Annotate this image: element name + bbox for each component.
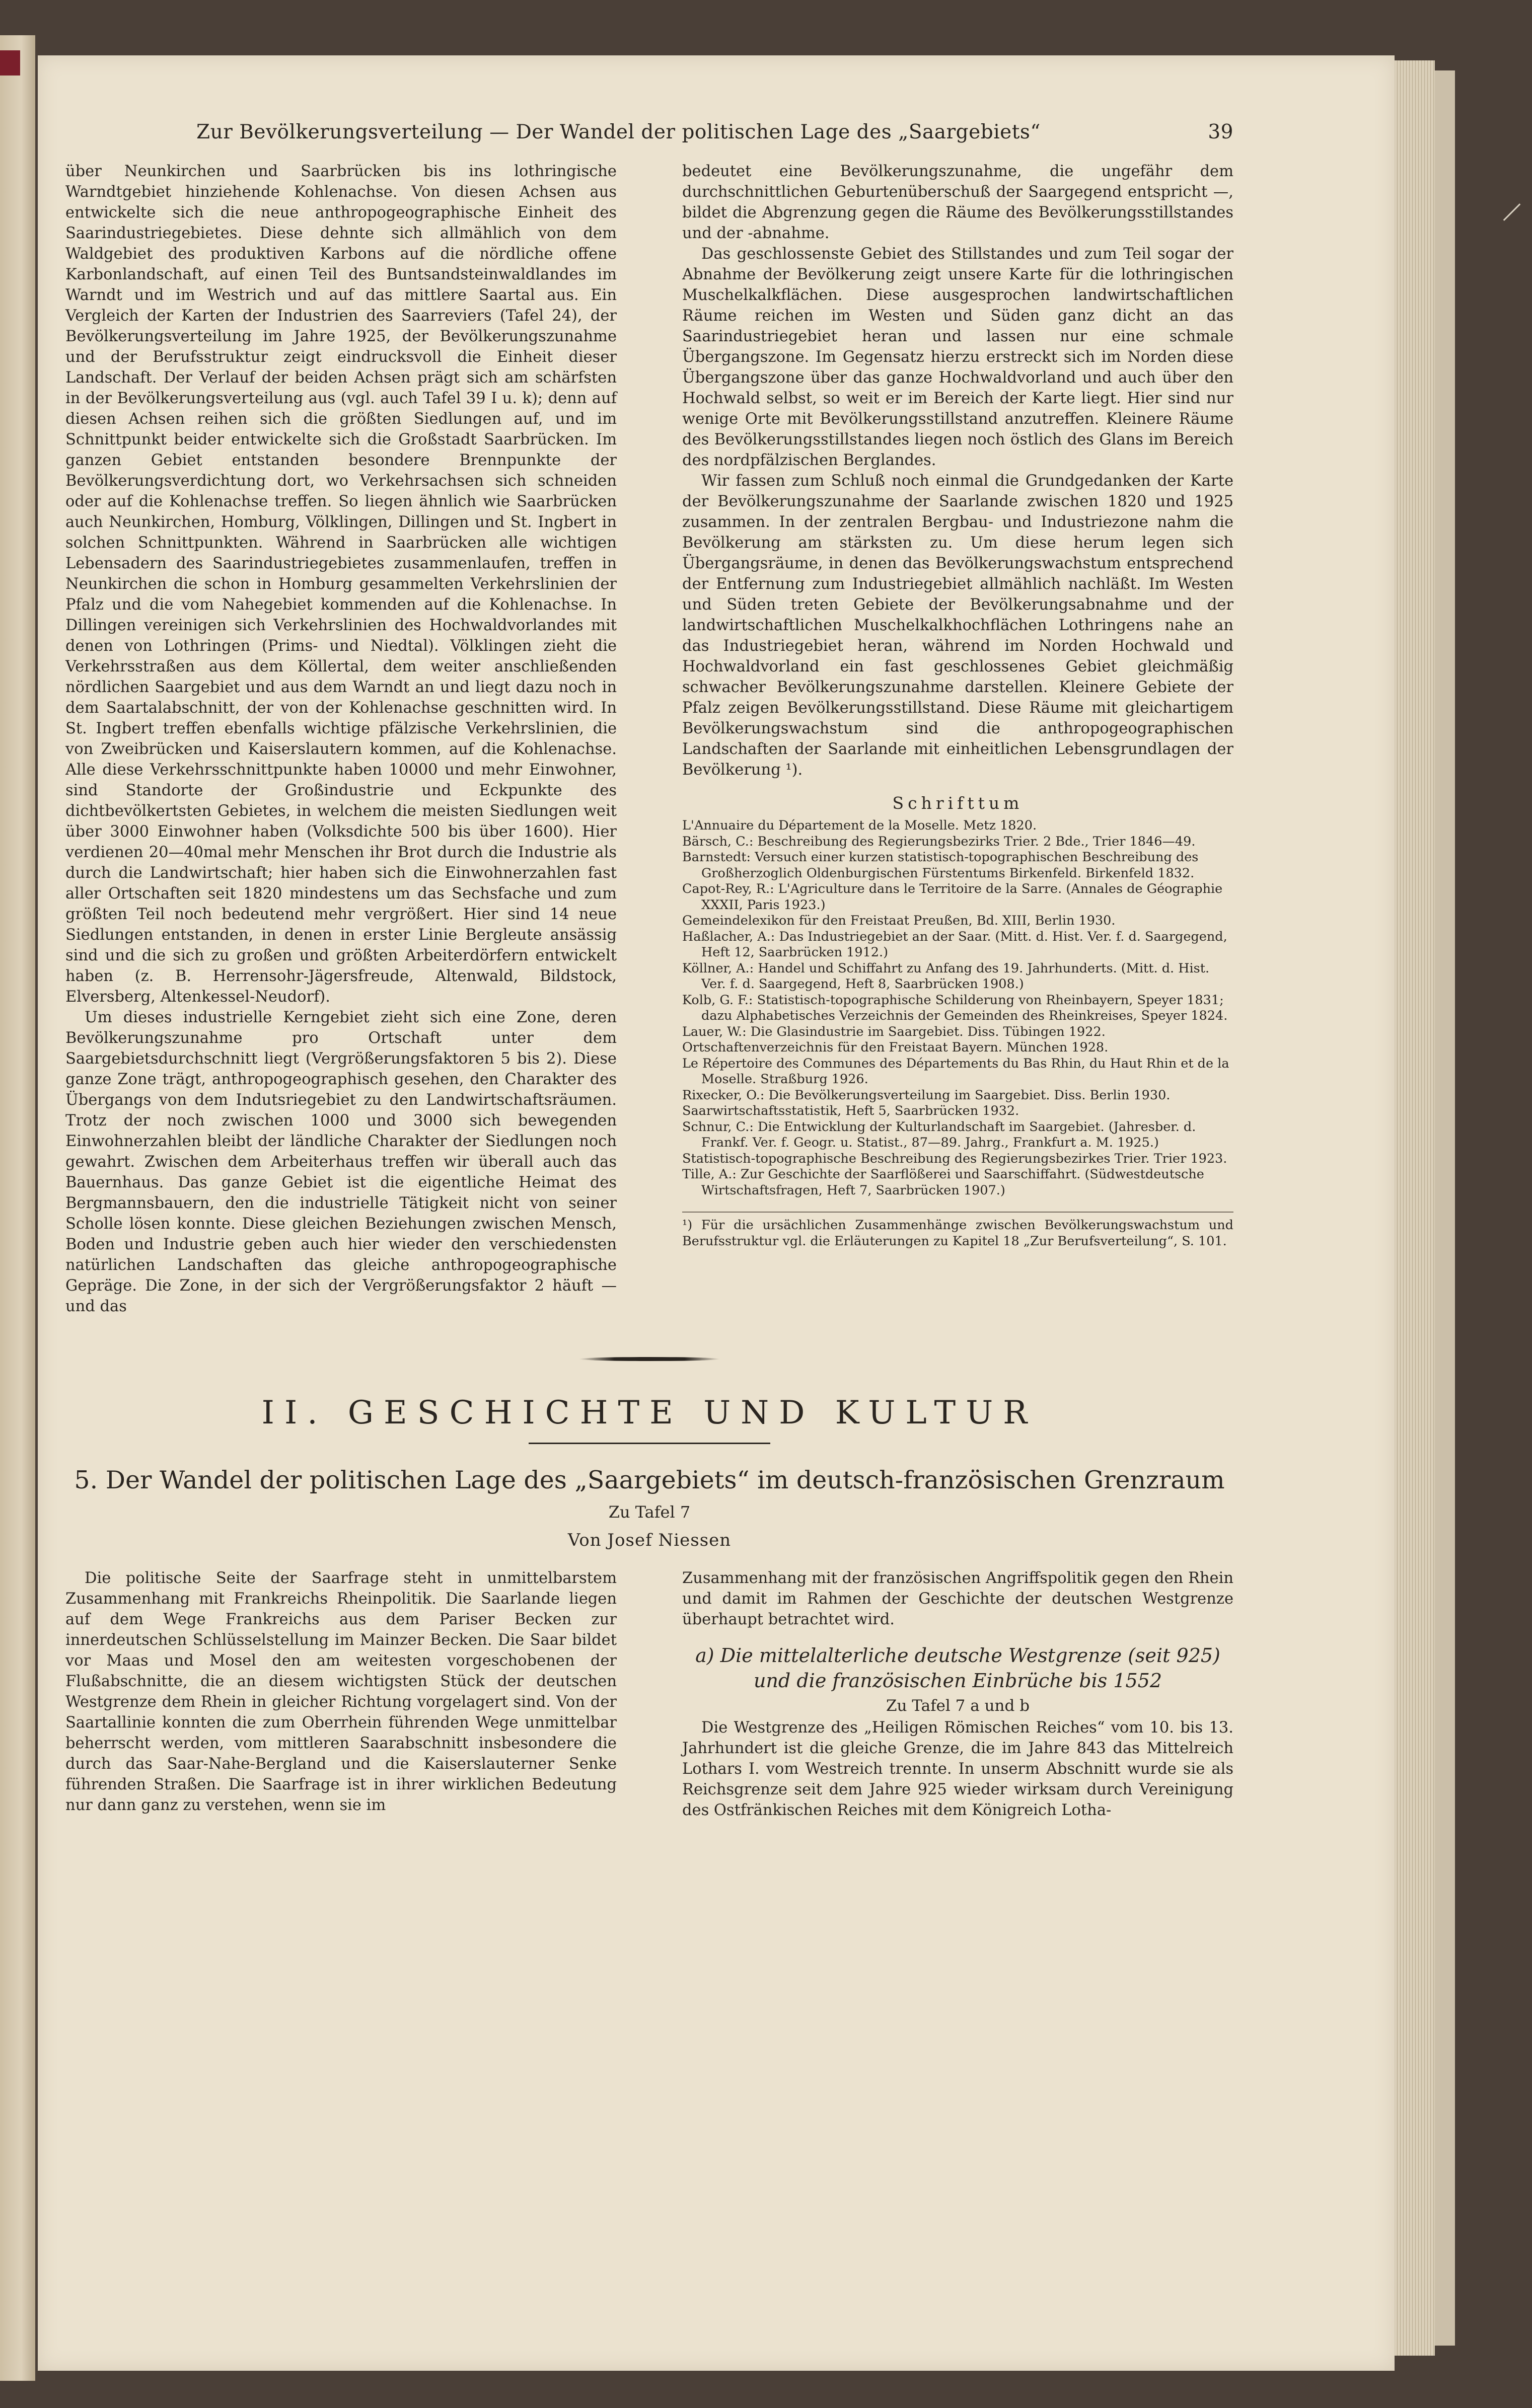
- literature-entry: Tille, A.: Zur Geschichte der Saarflößerei und Saarschiffahrt. (Südwestdeutsche Wirtschaftsfragen, Heft 7, Saarbrücken 1907.): [682, 1167, 1204, 1198]
- book-cover-edge: [1435, 70, 1455, 2346]
- literature-entry: Bärsch, C.: Beschreibung des Regierungsbezirks Trier. 2 Bde., Trier 1846—49.: [682, 834, 1196, 849]
- upper-columns: [65, 161, 1233, 1317]
- literature-entry: Statistisch-topographische Beschreibung des Regierungsbezirkes Trier. Trier 1923.: [682, 1151, 1227, 1166]
- chapter-intro-continuation: Zusammenhang mit der französischen Angriffspolitik gegen den Rhein und damit im Rahmen der Geschichte der deutschen Westgrenze überhaupt betrachtet wird.: [682, 1569, 1233, 1628]
- right-paragraph-3: Wir fassen zum Schluß noch einmal die Grundgedanken der Karte der Bevölkerungszunahme der Saarlande zwischen 1820 und 1925 zusammen. In der zentralen Bergbau- und Industriezone nahm die Bevölkerung am stärksten zu. Um diese herum legen sich Übergangsräume, in denen das Bevölkerungswachstum entsprechend der Entfernung zum Industriegebiet allmählich nachläßt. Im Westen und Süden treten Gebiete der Bevölkerungsabnahme und der landwirtschaftlichen Muschelkalkhochflächen Lothringens nahe an das Industriegebiet heran, während im Norden Hochwald und Hochwaldvorland ein fast geschlossenes Gebiet gleichmäßig schwacher Bevölkerungszunahme darstellen. Kleinere Gebiete der Pfalz zeigen Bevölkerungsstillstand. Diese Räume mit gleichartigem Bevölkerungswachstum sind die anthropogeographischen Landschaften der Saarlande mit einheitlichen Lebensgrundlagen der Bevölkerung ¹).: [682, 472, 1233, 779]
- part-title: II. GESCHICHTE UND KULTUR: [261, 1394, 1038, 1432]
- right-column: [682, 161, 1233, 1317]
- literature-entry: Kolb, G. F.: Statistisch-topographische Schilderung von Rheinbayern, Speyer 1831; dazu Alphabetisches Verzeichnis der Gemeinden des Rheinkreises, Speyer 1824.: [682, 992, 1228, 1023]
- section-subtitle: Zu Tafel 7 a und b: [886, 1697, 1030, 1715]
- ornamental-divider: [579, 1357, 720, 1361]
- literature-entry: Le Répertoire des Communes des Départements du Bas Rhin, du Haut Rhin et de la Moselle. Straßburg 1926.: [682, 1056, 1229, 1087]
- literature-list: [682, 818, 1233, 1198]
- literature-entry: Schnur, C.: Die Entwicklung der Kulturlandschaft im Saargebiet. (Jahresber. d. Frankf. Ver. f. Geogr. u. Statist., 87—89. Jahrg., Frankfurt a. M. 1925.): [682, 1119, 1196, 1150]
- chapter-intro-paragraph: Die politische Seite der Saarfrage steht in unmittelbarstem Zusammenhang mit Frankreichs Rheinpolitik. Die Saarlande liegen auf dem Wege Frankreichs aus dem Pariser Becken zur innerdeutschen Schlüsselstellung im Mainzer Becken. Die Saar bildet vor Maas und Mosel den am weitesten vorgeschobenen der Flußabschnitte, die an diesem wichtigsten Stück der deutschen Westgrenze dem Rhein in gleicher Richtung vorgelagert sind. Von der Saartallinie konnten die zum Oberrhein führenden Wege unmittelbar beherrscht werden, vom mittleren Saarabschnitt insbesondere die durch das Saar-Nahe-Bergland und die Kaiserslauterner Senke führenden Straßen. Die Saarfrage ist in ihrer wirklichen Bedeutung nur dann ganz zu verstehen, wenn sie im: [65, 1569, 617, 1814]
- chapter-title: 5. Der Wandel der politischen Lage des „Saargebiets“ im deutsch-französischen Grenzraum: [74, 1466, 1225, 1494]
- footnote: ¹) Für die ursächlichen Zusammenhänge zwischen Bevölkerungswachstum und Berufsstruktur vgl. die Erläuterungen zu Kapitel 18 „Zur Berufsverteilung“, S. 101.: [682, 1212, 1233, 1249]
- literature-entry: L'Annuaire du Département de la Moselle. Metz 1820.: [682, 818, 1037, 833]
- right-paragraph-1: bedeutet eine Bevölkerungszunahme, die ungefähr dem durchschnittlichen Geburtenüberschuß der Saargegend entspricht —, bildet die Abgrenzung gegen die Räume des Bevölkerungsstillstandes und der -abnahme.: [682, 163, 1233, 242]
- literature-entry: Capot-Rey, R.: L'Agriculture dans le Territoire de la Sarre. (Annales de Géographie XXXII, Paris 1923.): [682, 881, 1223, 913]
- pencil-mark: [1503, 203, 1521, 221]
- chapter-author: Von Josef Niessen: [567, 1530, 732, 1550]
- section-paragraph: Die Westgrenze des „Heiligen Römischen Reiches“ vom 10. bis 13. Jahrhundert ist die gleiche Grenze, die im Jahre 843 das Mittelreich Lothars I. vom Westreich trennte. In unserm Abschnitt wurde sie als Reichsgrenze seit dem Jahre 925 wieder wirksam durch Vereinigung des Ostfränkischen Reiches mit dem Königreich Lotha-: [682, 1719, 1233, 1819]
- page-content: [65, 121, 1233, 1821]
- chapter-left-column: [65, 1568, 617, 1821]
- lower-columns: [65, 1568, 1233, 1821]
- literature-title: Schrifttum: [892, 793, 1024, 813]
- literature-entry: Barnstedt: Versuch einer kurzen statistisch-topographischen Beschreibung des Großherzoglich Oldenburgischen Fürstentums Birkenfeld. Birkenfeld 1832.: [682, 850, 1199, 881]
- literature-entry: Köllner, A.: Handel und Schiffahrt zu Anfang des 19. Jahrhunderts. (Mitt. d. Hist. Ver. f. d. Saargegend, Heft 8, Saarbrücken 1908.): [682, 960, 1210, 992]
- section-heading: a) Die mittelalterliche deutsche Westgrenze (seit 925) und die französischen Einbrüche bis 1552: [695, 1644, 1220, 1692]
- left-paragraph-1: über Neunkirchen und Saarbrücken bis ins lothringische Warndtgebiet hinziehende Kohlenachse. Von diesen Achsen aus entwickelte sich die neue anthropogeographische Einheit des Saarindustriegebietes. Diese dehnte sich allmählich von dem Waldgebiet des produktiven Karbons auf die nördliche offene Karbonlandschaft, auf einen Teil des Buntsandsteinwaldlandes im Warndt und im Westrich und auf das mittlere Saartal aus. Ein Vergleich der Karten der Industrien des Saarreviers (Tafel 24), der Bevölkerungsverteilung im Jahre 1925, der Bevölkerungszunahme und der Berufsstruktur zeigt eindrucksvoll die Einheit dieser Landschaft. Der Verlauf der beiden Achsen prägt sich am schärfsten in der Bevölkerungsverteilung aus (vgl. auch Tafel 39 I u. k); denn auf diesen Achsen reihen sich die größten Siedlungen auf, und im Schnittpunkt beider entwickelte sich die Großstadt Saarbrücken. Im ganzen Gebiet entstanden besondere Brennpunkte der Bevölkerungsverdichtung dort, wo Verkehrsachsen sich schneiden oder auf die Kohlenachse treffen. So liegen ähnlich wie Saarbrücken auch Neunkirchen, Homburg, Völklingen, Dillingen und St. Ingbert in solchen Schnittpunkten. Während in Saarbrücken alle wichtigen Lebensadern des Saarindustriegebietes zusammenlaufen, treffen in Neunkirchen die schon in Homburg gesammelten Verkehrslinien der Pfalz und die vom Nahegebiet kommenden auf die Kohlenachse. In Dillingen vereinigen sich Verkehrslinien des Hochwaldvorlandes mit denen von Lothringen (Prims- und Niedtal). Völklingen zieht die Verkehrsstraßen aus dem Köllertal, dem weiter anschließenden nördlichen Saargebiet und aus dem Warndt an und liegt dazu noch in dem Saartalabschnitt, der von der Kohlenachse geschnitten wird. In St. Ingbert treffen ebenfalls wichtige pfälzische Verkehrslinien, die von Zweibrücken und Kaiserslautern kommen, auf die Kohlenachse. Alle diese Verkehrsschnittpunkte haben 10000 und mehr Einwohner, sind Standorte der Großindustrie und Eckpunkte des dichtbevölkertsten Gebietes, in welchem die meisten Siedlungen weit über 3000 Einwohner haben (Volksdichte 500 bis über 1600). Hier verdienen 20—40mal mehr Menschen ihr Brot durch die Industrie als durch die Landwirtschaft; hier haben sich die Einwohnerzahlen fast aller Ortschaften seit 1820 mindestens um das Sechsfache und zum größten Teil noch bedeutend mehr vergrößert. Hier sind 14 neue Siedlungen entstanden, in denen in erster Linie Bergleute ansässig sind und die sich zu großen und größten Arbeiterdörfern entwickelt haben (z. B. Herrensohr-Jägersfreude, Altenwald, Bildstock, Elversberg, Altenkessel-Neudorf).: [65, 163, 617, 1006]
- literature-entry: Lauer, W.: Die Glasindustrie im Saargebiet. Diss. Tübingen 1922.: [682, 1024, 1106, 1039]
- right-paragraph-2: Das geschlossenste Gebiet des Stillstandes und zum Teil sogar der Abnahme der Bevölkerung zeigt unsere Karte für die lothringischen Muschelkalkflächen. Diese ausgesprochen landwirtschaftlichen Räume reichen im Westen und Süden ganz dicht an das Saarindustriegebiet heran und lassen nur eine schmale Übergangszone. Im Gegensatz hierzu erstreckt sich im Norden diese Übergangszone über das ganze Hochwaldvorland und auch über den Hochwald selbst, so weit er im Bereich der Karte liegt. Hier sind nur wenige Orte mit Bevölkerungsstillstand anzutreffen. Kleinere Räume des Bevölkerungsstillstandes liegen noch östlich des Glans im Bereich des nordpfälzischen Berglandes.: [682, 245, 1233, 469]
- literature-entry: Rixecker, O.: Die Bevölkerungsverteilung im Saargebiet. Diss. Berlin 1930.: [682, 1087, 1171, 1103]
- bookmark-ribbon: [0, 50, 20, 76]
- literature-entry: Ortschaftenverzeichnis für den Freistaat Bayern. München 1928.: [682, 1040, 1109, 1055]
- chapter-right-column: [682, 1568, 1233, 1821]
- left-column: [65, 161, 617, 1317]
- part-title-underline: [529, 1443, 770, 1444]
- facing-page-edge: [0, 35, 35, 2381]
- page-number: 39: [1208, 121, 1233, 143]
- literature-entry: Saarwirtschaftsstatistik, Heft 5, Saarbrücken 1932.: [682, 1103, 1019, 1118]
- literature-entry: Haßlacher, A.: Das Industriegebiet an der Saar. (Mitt. d. Hist. Ver. f. d. Saargegend, Heft 12, Saarbrücken 1912.): [682, 929, 1227, 960]
- page-stack-edge: [1395, 60, 1435, 2356]
- running-header: [65, 121, 1233, 161]
- chapter-subtitle: Zu Tafel 7: [608, 1502, 691, 1522]
- literature-entry: Gemeindelexikon für den Freistaat Preußen, Bd. XIII, Berlin 1930.: [682, 913, 1116, 928]
- left-paragraph-2: Um dieses industrielle Kerngebiet zieht sich eine Zone, deren Bevölkerungszunahme pro Ortschaft unter dem Saargebietsdurchschnitt liegt (Vergrößerungsfaktoren 5 bis 2). Diese ganze Zone trägt, anthropogeographisch gesehen, den Charakter des Übergangs von dem Indutsriegebiet zu den Landwirtschaftsräumen. Trotz der noch zwischen 1000 und 3000 sich bewegenden Einwohnerzahlen bleibt der ländliche Charakter der Siedlungen noch gewahrt. Zwischen dem Arbeiterhaus treffen wir überall auch das Bauernhaus. Das ganze Gebiet ist die eigentliche Heimat des Bergmannsbauern, den die industrielle Tätigkeit nicht von seiner Scholle lösen konnte. Diese gleichen Beziehungen zwischen Mensch, Boden und Industrie geben auch hier wieder den verschiedensten natürlichen Landschaften das gleiche anthropogeographische Gepräge. Die Zone, in der sich der Vergrößerungsfaktor 2 häuft — und das: [65, 1009, 617, 1315]
- running-title: Zur Bevölkerungsverteilung — Der Wandel der politischen Lage des „Saargebiets“: [196, 121, 1041, 143]
